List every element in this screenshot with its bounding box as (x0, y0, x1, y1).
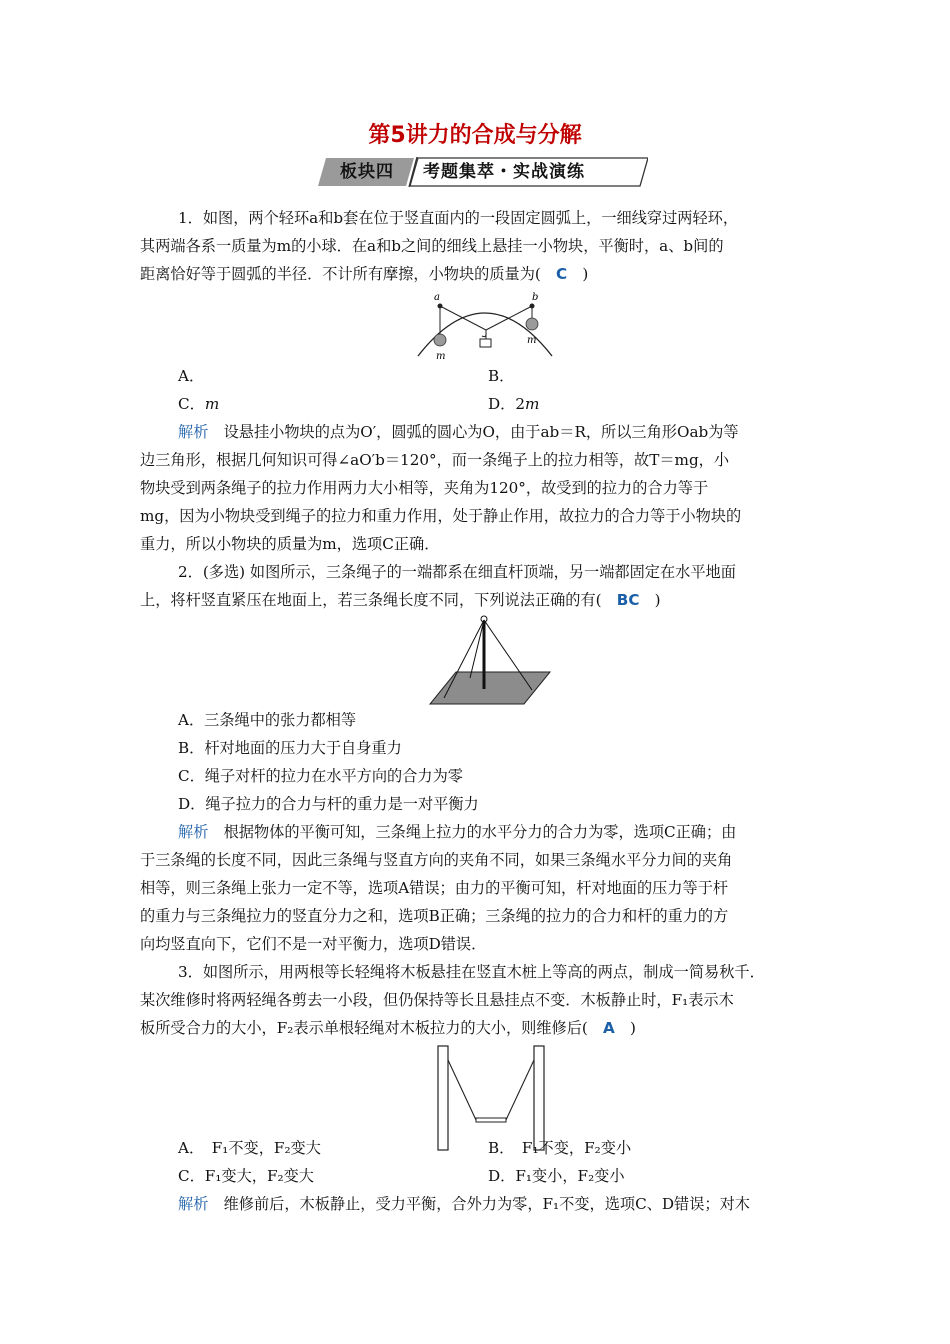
q1-label-m1: m (436, 351, 446, 362)
q2-option-c: C．绳子对杆的拉力在水平方向的合力为零 (178, 767, 463, 785)
q1-jiexi-line-4: mg，因为小物块受到绳子的拉力和重力作用，处于静止作用，故拉力的合力等于小物块的 (140, 507, 742, 525)
q3-jiexi-line-1: 解析 维修前后，木板静止，受力平衡，合外力为零，F₁不变，选项C、D错误；对木 (178, 1195, 750, 1213)
q3-option-c: C．F₁变大，F₂变大 (178, 1167, 314, 1185)
q3-jiexi-label: 解析 (178, 1195, 209, 1213)
q2-jiexi-line-2: 于三条绳的长度不同，因此三条绳与竖直方向的夹角不同，如果三条绳水平分力间的夹角 (140, 851, 733, 869)
q2-line-1: 2．(多选) 如图所示，三条绳子的一端都系在细直杆顶端，另一端都固定在水平地面 (178, 563, 736, 581)
q1-option-b: B． (488, 367, 515, 385)
q2-figure (428, 614, 554, 706)
q3-line-2: 某次维修时将两轻绳各剪去一小段，但仍保持等长且悬挂点不变．木板静止时，F₁表示木 (140, 991, 734, 1009)
q1-jiexi-line-3: 物块受到两条绳子的拉力作用两力大小相等，夹角为120°，故受到的拉力的合力等于 (140, 479, 709, 497)
q3-option-d: D．F₁变小，F₂变小 (488, 1167, 625, 1185)
banner-left-label: 板块四 (340, 162, 394, 182)
section-banner (318, 157, 648, 187)
q1-line-3: 距离恰好等于圆弧的半径．不计所有摩擦，小物块的质量为( C ) (140, 265, 589, 283)
q2-answer: BC (616, 591, 640, 609)
q1-line-1: 1．如图，两个轻环a和b套在位于竖直面内的一段固定圆弧上，一细线穿过两轻环， (178, 209, 739, 227)
q2-jiexi-line-4: 的重力与三条绳拉力的竖直分力之和，选项B正确；三条绳的拉力的合力和杆的重力的方 (140, 907, 729, 925)
q2-option-a: A．三条绳中的张力都相等 (178, 711, 357, 729)
q2-option-b: B．杆对地面的压力大于自身重力 (178, 739, 402, 757)
q3-option-b: B． F₁不变，F₂变小 (488, 1139, 632, 1157)
q1-jiexi-line-1: 解析 设悬挂小物块的点为O′，圆弧的圆心为O，由于ab＝R，所以三角形Oab为等 (178, 423, 739, 441)
q2-jiexi-line-5: 向均竖直向下，它们不是一对平衡力，选项D错误． (140, 935, 487, 953)
q2-jiexi-label: 解析 (178, 823, 209, 841)
q1-figure (410, 286, 560, 362)
q2-jiexi-line-3: 相等，则三条绳上张力一定不等，选项A错误；由力的平衡可知，杆对地面的压力等于杆 (140, 879, 729, 897)
q2-option-d: D．绳子拉力的合力与杆的重力是一对平衡力 (178, 795, 479, 813)
q1-label-a: a (434, 292, 440, 303)
q1-option-a: A． (178, 367, 205, 385)
q1-option-c: C．m (178, 395, 220, 413)
q3-answer: A (603, 1019, 615, 1037)
q3-line-3: 板所受合力的大小，F₂表示单根轻绳对木板拉力的大小，则维修后( A ) (140, 1019, 636, 1037)
q1-answer: C (556, 265, 568, 283)
q1-label-b: b (532, 292, 539, 303)
q2-line-2: 上，将杆竖直紧压在地面上，若三条绳长度不同，下列说法正确的有( BC ) (140, 591, 661, 609)
q1-option-d: D．2m (488, 395, 540, 413)
q3-line-1: 3．如图所示，用两根等长轻绳将木板悬挂在竖直木桩上等高的两点，制成一简易秋千． (178, 963, 765, 981)
q1-label-m2: m (527, 335, 537, 346)
page-title: 第5讲力的合成与分解 (368, 123, 582, 148)
banner-right-label: 考题集萃・实战演练 (423, 162, 585, 182)
q1-jiexi-line-5: 重力，所以小物块的质量为m，选项C正确． (140, 535, 440, 553)
q2-jiexi-line-1: 解析 根据物体的平衡可知，三条绳上拉力的水平分力的合力为零，选项C正确；由 (178, 823, 737, 841)
q1-line-2: 其两端各系一质量为m的小球．在a和b之间的细线上悬挂一小物块，平衡时，a、b间的 (140, 237, 724, 255)
q1-jiexi-line-2: 边三角形，根据几何知识可得∠aO′b＝120°，而一条绳子上的拉力相等，故T＝mg，小 (140, 451, 730, 469)
q3-option-a: A． F₁不变，F₂变大 (178, 1139, 321, 1157)
q1-jiexi-label: 解析 (178, 423, 209, 441)
